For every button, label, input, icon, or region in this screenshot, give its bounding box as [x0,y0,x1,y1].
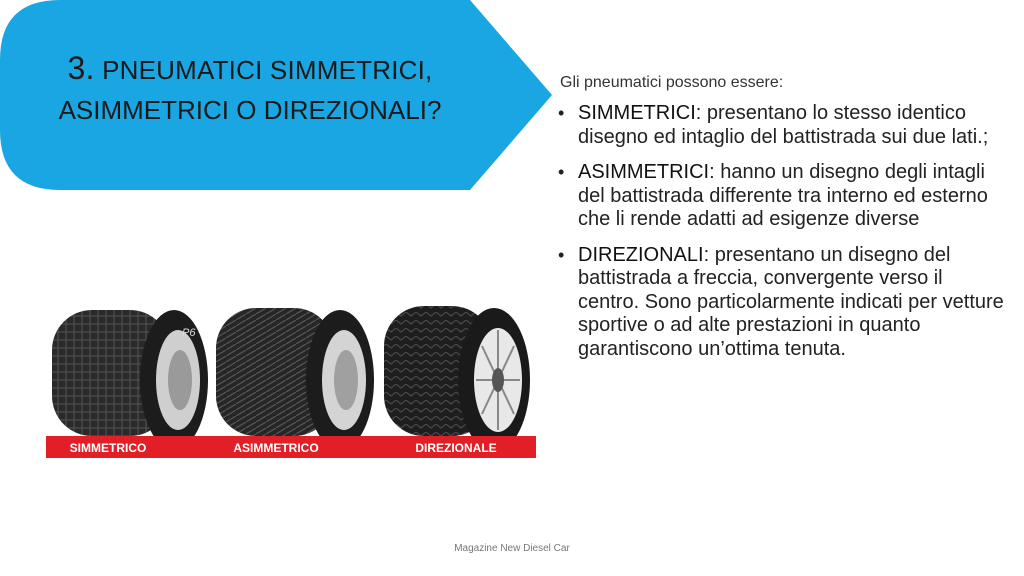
title-line-1: PNEUMATICI SIMMETRICI, [102,55,433,85]
bullet-text: : presentano un disegno del battistrada a freccia, convergente verso il centro. Sono particolarmente indicati per vetture sportive o ad alte prestazioni in quanto garantiscono un’ottima tenuta. [578,243,1004,360]
tyre-asimmetrico [216,308,374,450]
label-asimmetrico: ASIMMETRICO [233,441,319,455]
title-number: 3. [67,50,95,86]
title-line-2: ASIMMETRICI O DIREZIONALI? [58,95,442,125]
label-simmetrico: SIMMETRICO [69,441,147,455]
bullet-asimmetrici [556,161,1006,232]
bullet-term: ASIMMETRICI [578,161,710,183]
bullet-dot: • [558,244,565,265]
bullet-direzionali [556,244,1006,362]
content-panel [556,74,1006,373]
sidewall-text: P6 [182,327,196,339]
bullet-dot: • [558,162,565,182]
bullet-text: : presentano lo stesso identico disegno ed intaglio del battistrada sui due lati.; [578,102,989,148]
footer-credit: Magazine New Diesel Car [454,543,570,554]
intro-text: Gli pneumatici possono essere: [560,74,784,91]
tyres-image [46,296,536,462]
tyre-simmetrico [52,310,208,450]
bullet-text: : hanno un disegno degli intagli del battistrada differente tra interno ed esterno che li rende adatti ad esigenze diverse [578,161,988,230]
bullet-dot: • [558,103,565,123]
label-direzionale: DIREZIONALE [415,441,497,455]
bullet-term: DIREZIONALI [578,243,704,266]
slide-title [20,48,480,130]
bullet-term: SIMMETRICI [578,102,696,124]
bullet-simmetrici [556,102,1006,149]
tyre-direzionale [384,306,530,452]
